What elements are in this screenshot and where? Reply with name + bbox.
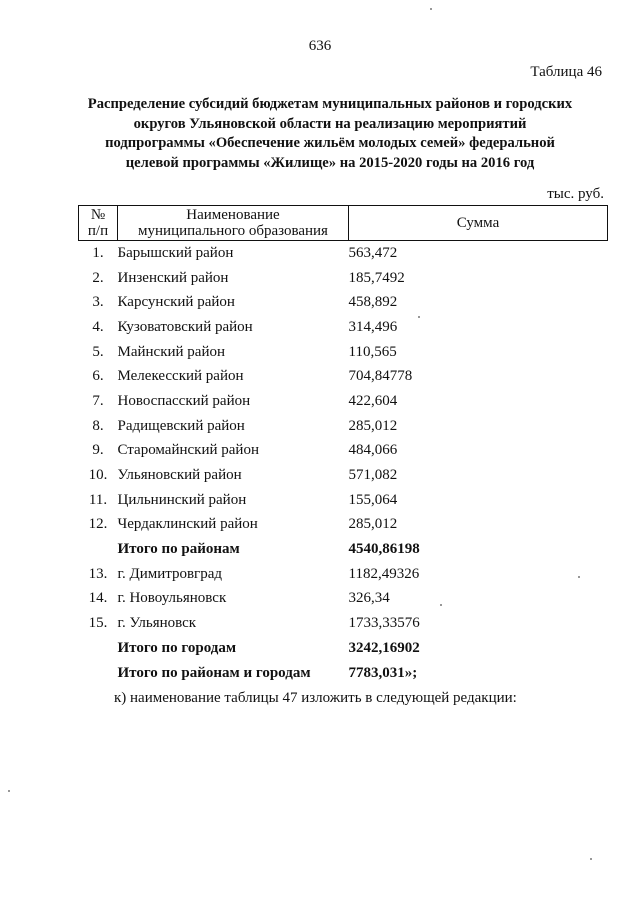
row-number: 10.	[88, 467, 108, 484]
row-number: 4.	[92, 318, 104, 335]
row-name: Чердаклинский район	[117, 516, 258, 533]
row-name: г. Новоульяновск	[117, 590, 227, 607]
table-row	[79, 290, 608, 315]
header-name-line2: муниципального образования	[138, 223, 328, 239]
table-row	[79, 587, 608, 612]
row-number: 15.	[88, 615, 108, 632]
row-number: 12.	[88, 516, 108, 533]
header-num	[79, 206, 118, 241]
row-name: Итого по районам и городам	[117, 664, 311, 681]
row-sum: 185,7492	[348, 269, 405, 286]
table-body	[79, 241, 608, 686]
scan-speck	[8, 790, 10, 792]
header-sum: Сумма	[349, 206, 608, 241]
row-number	[79, 537, 118, 562]
header-num-line1: №	[90, 207, 106, 223]
row-name: Карсунский район	[117, 294, 235, 311]
scan-speck	[440, 604, 442, 606]
row-sum: 285,012	[348, 417, 398, 434]
row-name: Ульяновский район	[117, 467, 242, 484]
row-name: Майнский район	[117, 343, 226, 360]
subsidy-table	[78, 205, 608, 685]
row-sum: 7783,031»;	[348, 664, 418, 681]
row-number: 11.	[88, 491, 108, 508]
table-row	[79, 513, 608, 538]
row-sum: 484,066	[348, 442, 398, 459]
row-sum: 155,064	[348, 491, 398, 508]
table-row	[79, 488, 608, 513]
row-sum: 704,84778	[348, 368, 413, 385]
title-line-4: целевой программы «Жилище» на 2015-2020 годы на 2016 год	[125, 154, 535, 171]
header-num-line2: п/п	[87, 223, 109, 239]
row-name: Старомайнский район	[117, 442, 259, 459]
total-row-cities	[79, 636, 608, 661]
row-number: 1.	[92, 244, 104, 261]
row-number: 3.	[92, 294, 104, 311]
table-row	[79, 315, 608, 340]
scan-speck	[578, 576, 580, 578]
row-name: Радищевский район	[117, 417, 245, 434]
table-row	[79, 340, 608, 365]
scan-speck	[418, 316, 420, 318]
table-row	[79, 611, 608, 636]
row-number	[79, 661, 118, 686]
table-row	[79, 562, 608, 587]
row-number: 8.	[92, 417, 104, 434]
table-row	[79, 439, 608, 464]
row-sum: 571,082	[348, 467, 398, 484]
row-sum: 563,472	[348, 244, 398, 261]
row-sum: 110,565	[348, 343, 397, 360]
row-number: 5.	[92, 343, 104, 360]
table-row	[79, 241, 608, 266]
row-sum: 3242,16902	[348, 639, 420, 656]
row-name: Инзенский район	[117, 269, 229, 286]
row-number: 14.	[88, 590, 108, 607]
row-sum: 285,012	[348, 516, 398, 533]
title-line-2: округов Ульяновской области на реализацию мероприятий	[133, 115, 527, 132]
row-number	[79, 636, 118, 661]
row-name: Барышский район	[117, 244, 234, 261]
row-number: 9.	[92, 442, 104, 459]
page-number: 636	[308, 38, 332, 54]
title-line-1: Распределение субсидий бюджетам муниципальных районов и городских	[87, 96, 573, 112]
row-name: Итого по городам	[117, 639, 237, 656]
scan-speck	[430, 8, 432, 10]
row-number: 6.	[92, 368, 104, 385]
row-sum: 326,34	[348, 590, 390, 607]
total-row-districts	[79, 537, 608, 562]
row-name: Новоспасский район	[117, 392, 251, 409]
table-row	[79, 364, 608, 389]
row-sum: 4540,86198	[348, 541, 420, 558]
units-label: тыс. руб.	[547, 186, 604, 202]
header-name	[118, 206, 349, 241]
scan-speck	[590, 858, 592, 860]
grand-total-row	[79, 661, 608, 686]
row-number: 13.	[88, 565, 108, 582]
row-name: Итого по районам	[117, 541, 240, 558]
row-sum: 1182,49326	[348, 565, 420, 582]
row-number: 2.	[92, 269, 104, 286]
row-name: Мелекесский район	[117, 368, 244, 385]
table-row	[79, 414, 608, 439]
row-name: Цильнинский район	[117, 491, 247, 508]
header-name-line1: Наименование	[186, 207, 280, 223]
row-name: г. Ульяновск	[117, 615, 197, 632]
row-name: Кузоватовский район	[117, 318, 253, 335]
table-row	[79, 266, 608, 291]
header-row	[79, 206, 608, 241]
row-sum: 422,604	[348, 392, 398, 409]
row-number: 7.	[92, 392, 104, 409]
footer-note: к) наименование таблицы 47 изложить в следующей редакции:	[114, 690, 517, 706]
document-title	[70, 95, 590, 173]
table-row	[79, 463, 608, 488]
table-label: Таблица 46	[530, 64, 602, 80]
table-header	[79, 206, 608, 241]
row-sum: 314,496	[348, 318, 398, 335]
table-row	[79, 389, 608, 414]
title-line-3: подпрограммы «Обеспечение жильём молодых семей» федеральной	[105, 135, 555, 151]
row-name: г. Димитровград	[117, 565, 223, 582]
row-sum: 458,892	[348, 294, 398, 311]
row-sum: 1733,33576	[348, 615, 420, 632]
